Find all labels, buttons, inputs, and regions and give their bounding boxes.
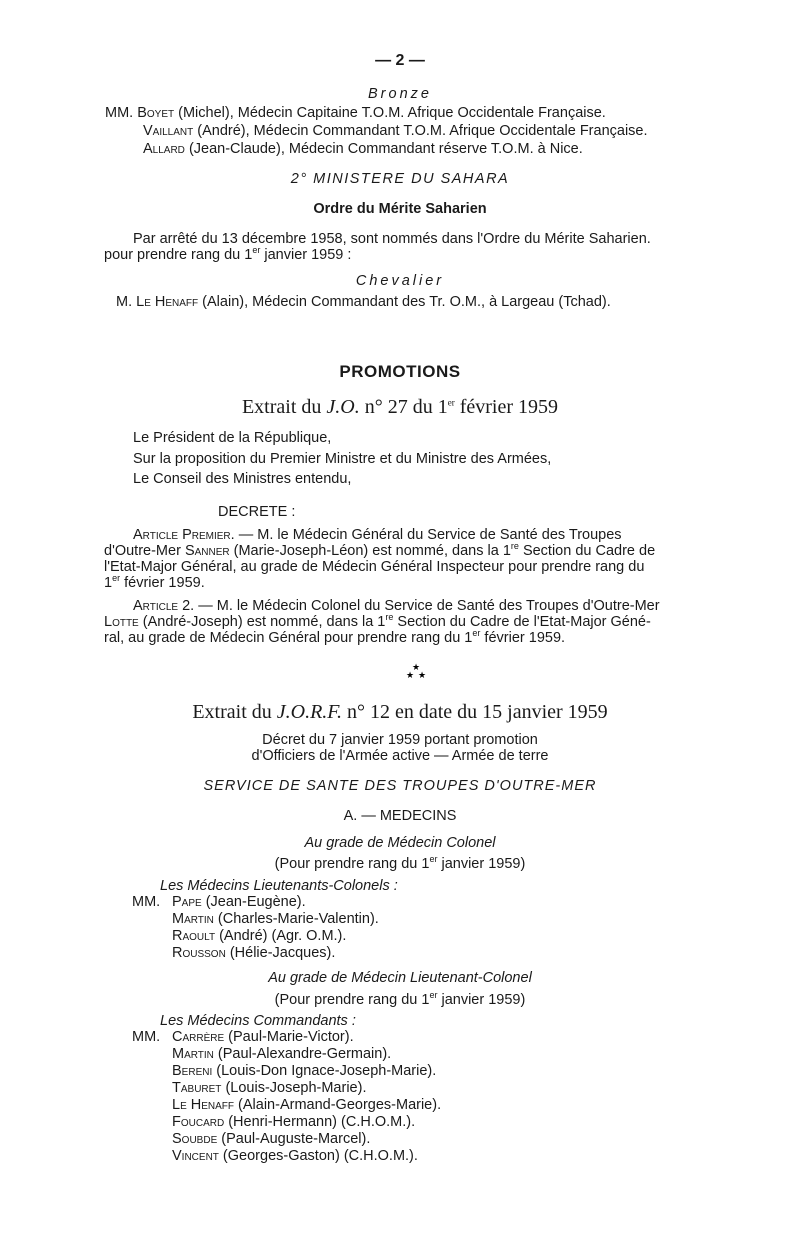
list-item: Carrère (Paul-Marie-Victor).: [172, 1029, 354, 1045]
rang-colonel: (Pour prendre rang du 1er janvier 1959): [274, 854, 526, 872]
article-1-line-4: 1er février 1959.: [104, 573, 205, 591]
decret-line-2: d'Officiers de l'Armée active — Armée de terre: [251, 748, 549, 764]
rang-ltcol: (Pour prendre rang du 1er janvier 1959): [274, 990, 526, 1008]
list-item: Taburet (Louis-Joseph-Marie).: [172, 1080, 367, 1096]
extrait-jo-27-title: Extrait du J.O. n° 27 du 1er février 1959: [241, 396, 559, 418]
decret-line-1: Décret du 7 janvier 1959 portant promotion: [262, 732, 538, 748]
bronze-line-3: Allard (Jean-Claude), Médecin Commandant réserve T.O.M. à Nice.: [143, 141, 583, 157]
svg-text:★: ★: [406, 671, 415, 681]
person-name: Le Henaff: [172, 1097, 235, 1113]
promotions-title: PROMOTIONS: [339, 362, 461, 381]
person-name: Raoult: [172, 928, 216, 944]
list-item: Le Henaff (Alain-Armand-Georges-Marie).: [172, 1097, 442, 1113]
article-2-line-3: ral, au grade de Médecin Général pour prendre rang du 1er février 1959.: [104, 628, 566, 646]
bronze-line-1: MM. Boyet (Michel), Médecin Capitaine T.O.M. Afrique Occidentale Française.: [105, 105, 606, 121]
president-line: Le Président de la République,: [133, 430, 332, 446]
person-name: Carrère: [172, 1029, 225, 1045]
person-name: Pape: [172, 894, 202, 910]
list-item: Pape (Jean-Eugène).: [172, 894, 306, 910]
list-item: Martin (Paul-Alexandre-Germain).: [172, 1046, 392, 1062]
person-name: Boyet: [137, 105, 175, 121]
decrete-line: DECRETE :: [218, 504, 296, 520]
article-1-line-1: Article Premier. — M. le Médecin Général du Service de Santé des Troupes: [133, 527, 622, 543]
person-name: Taburet: [172, 1080, 222, 1096]
person-name: Soubde: [172, 1131, 218, 1147]
conseil-line: Le Conseil des Ministres entendu,: [133, 471, 352, 487]
person-name: Foucard: [172, 1114, 225, 1130]
order-title: Ordre du Mérite Saharien: [313, 201, 487, 217]
colonel-intro: Les Médecins Lieutenants-Colonels :: [160, 878, 398, 894]
sahara-heading: 2° MINISTERE DU SAHARA: [290, 171, 510, 187]
sahara-entry: M. Le Henaff (Alain), Médecin Commandant des Tr. O.M., à Largeau (Tchad).: [116, 294, 611, 310]
person-name: Le Henaff: [136, 294, 199, 310]
asterism-icon: [406, 663, 426, 681]
person-name: Allard: [143, 141, 185, 157]
list-item: Soubde (Paul-Auguste-Marcel).: [172, 1131, 371, 1147]
person-name: Bereni: [172, 1063, 213, 1079]
person-name: Rousson: [172, 945, 226, 961]
grade-ltcol-heading: Au grade de Médecin Lieutenant-Colonel: [268, 970, 532, 986]
article-2-line-1: Article 2. — M. le Médecin Colonel du Service de Santé des Troupes d'Outre-Mer: [133, 598, 660, 614]
section-a-heading: A. — MEDECINS: [343, 808, 457, 824]
extrait-jorf-title: Extrait du J.O.R.F. n° 12 en date du 15 janvier 1959: [192, 701, 608, 723]
person-name: Vincent: [172, 1148, 219, 1164]
person-name: Martin: [172, 911, 214, 927]
person-name: Sanner: [184, 543, 230, 559]
sahara-para-line-2: pour prendre rang du 1er janvier 1959 :: [104, 245, 352, 263]
person-name: Martin: [172, 1046, 214, 1062]
grade-colonel-heading: Au grade de Médecin Colonel: [304, 835, 496, 851]
person-name: Lotte: [104, 614, 139, 630]
proposition-line: Sur la proposition du Premier Ministre et du Ministre des Armées,: [133, 451, 552, 467]
list-item: Foucard (Henri-Hermann) (C.H.O.M.).: [172, 1114, 416, 1130]
sahara-para-line-1: Par arrêté du 13 décembre 1958, sont nommés dans l'Ordre du Mérite Saharien.: [133, 231, 651, 247]
list-item: Vincent (Georges-Gaston) (C.H.O.M.).: [172, 1148, 418, 1164]
bronze-line-2: Vaillant (André), Médecin Commandant T.O.M. Afrique Occidentale Française.: [143, 123, 648, 139]
article-1-line-3: l'Etat-Major Général, au grade de Médecin Général Inspecteur pour prendre rang du: [104, 559, 645, 575]
article-2-line-2: Lotte (André-Joseph) est nommé, dans la 1re Section du Cadre de l'Etat-Major Géné-: [104, 612, 651, 630]
colonel-mm-label: MM.: [132, 894, 161, 910]
ltcol-mm-label: MM.: [132, 1029, 161, 1045]
svg-text:★: ★: [411, 663, 421, 673]
list-item: Bereni (Louis-Don Ignace-Joseph-Marie).: [172, 1063, 437, 1079]
rank-heading: Chevalier: [355, 273, 445, 289]
service-heading: SERVICE DE SANTE DES TROUPES D'OUTRE-MER: [203, 778, 597, 794]
ltcol-intro: Les Médecins Commandants :: [160, 1013, 356, 1029]
bronze-heading: Bronze: [368, 86, 432, 102]
list-item: Raoult (André) (Agr. O.M.).: [172, 928, 347, 944]
page-number: — 2 —: [375, 52, 425, 69]
svg-text:★: ★: [417, 671, 426, 681]
article-1-line-2: d'Outre-Mer Sanner (Marie-Joseph-Léon) est nommé, dans la 1re Section du Cadre de: [104, 541, 656, 559]
list-item: Martin (Charles-Marie-Valentin).: [172, 911, 379, 927]
list-item: Rousson (Hélie-Jacques).: [172, 945, 336, 961]
person-name: Vaillant: [143, 123, 194, 139]
